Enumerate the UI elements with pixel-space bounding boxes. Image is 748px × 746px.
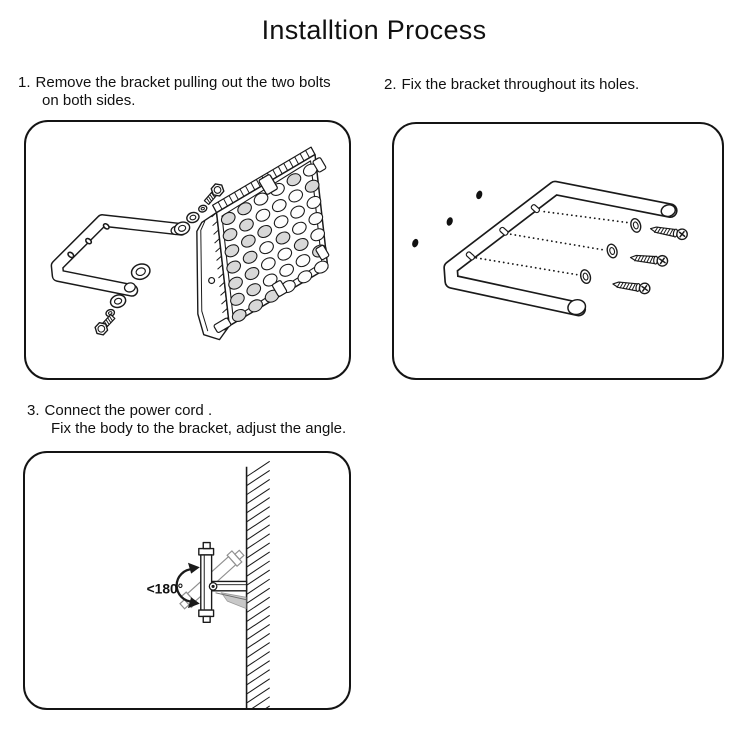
floodlight <box>197 147 330 339</box>
wall-hole <box>475 190 483 200</box>
mounting-bracket <box>451 188 677 316</box>
hatch-line <box>247 624 270 639</box>
washer <box>579 269 592 285</box>
wall-hatching <box>247 461 270 708</box>
hatch-line <box>247 606 270 621</box>
hatch-line <box>247 507 270 522</box>
dotted-guide-line <box>476 258 576 275</box>
hatch-line <box>247 652 270 667</box>
wall-anchor-holes <box>411 190 483 248</box>
housing-screw <box>209 278 215 284</box>
step3-number: 3. <box>27 402 40 419</box>
angle-label: <180° <box>146 581 184 597</box>
hatch-line <box>247 697 270 708</box>
step3-illustration-panel <box>23 451 351 710</box>
step2-illustration-panel <box>392 122 724 380</box>
step2-line1: 2. Fix the bracket throughout its holes. <box>384 76 640 93</box>
mounting-bracket <box>57 220 182 293</box>
hex-bolt <box>93 313 117 337</box>
step1-caption <box>18 74 331 109</box>
hatch-line <box>247 534 270 549</box>
hatch-line <box>247 633 270 648</box>
hatch-line <box>247 516 270 531</box>
hatch-line <box>247 561 270 576</box>
hatch-line <box>247 470 270 485</box>
hatch-line <box>247 661 270 676</box>
dotted-guide-line <box>511 234 605 250</box>
bracket-screws-drawing <box>394 124 722 378</box>
wall-mount-angle-drawing <box>25 453 349 708</box>
hatch-line <box>247 597 270 612</box>
step1-illustration-panel <box>24 120 351 380</box>
washer <box>606 243 619 259</box>
hatch-line <box>247 688 270 703</box>
hatch-line <box>247 643 270 658</box>
wall <box>247 461 270 708</box>
washer <box>629 217 642 233</box>
wall-hole <box>411 238 419 248</box>
alignment-guides <box>476 212 627 275</box>
hatch-line <box>247 679 270 694</box>
step3-line1: 3. Connect the power cord . <box>27 402 213 419</box>
floodlight-bracket-exploded-drawing <box>26 122 349 378</box>
hatch-line <box>247 461 270 476</box>
hatch-line <box>247 525 270 540</box>
hatch-line <box>247 615 270 630</box>
page-title: Installtion Process <box>261 15 487 45</box>
hatch-line <box>247 489 270 504</box>
step2-caption <box>384 76 639 94</box>
step3-line2: Fix the body to the bracket, adjust the angle. <box>51 419 347 437</box>
wall-hole <box>446 216 454 226</box>
dotted-guide-line <box>544 212 627 223</box>
arrowhead <box>188 563 200 574</box>
mounting-screw <box>650 224 688 241</box>
lower-bolt-washer-set <box>93 262 152 338</box>
hatch-line <box>247 588 270 603</box>
hatch-line <box>247 552 270 567</box>
step1-line2: on both sides. <box>42 91 136 109</box>
step1-number: 1. <box>18 74 31 91</box>
floodlight-side-view <box>199 543 217 623</box>
hatch-line <box>247 498 270 513</box>
hatch-line <box>247 579 270 594</box>
washers <box>579 217 642 284</box>
step3-caption <box>27 402 346 437</box>
screws <box>612 224 688 295</box>
mounting-screw <box>630 252 668 266</box>
hatch-line <box>247 570 270 585</box>
hatch-line <box>247 706 270 708</box>
hatch-line <box>247 543 270 558</box>
step2-number: 2. <box>384 76 397 93</box>
hatch-line <box>247 479 270 494</box>
hatch-line <box>247 670 270 685</box>
step1-line1: 1. Remove the bracket pulling out the two bolts <box>18 74 331 91</box>
mounting-screw <box>612 279 650 295</box>
